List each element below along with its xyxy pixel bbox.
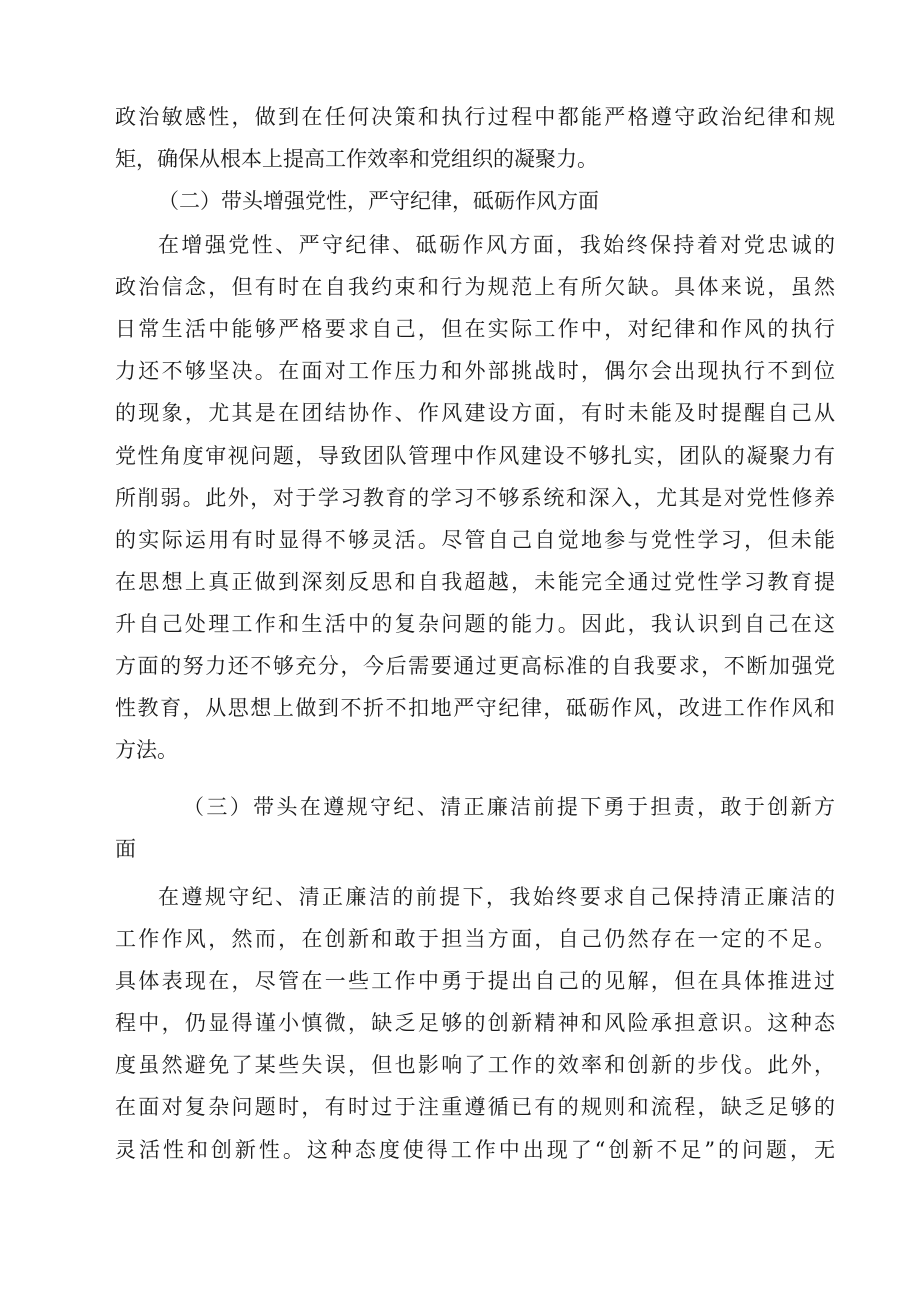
text-line: 矩，确保从根本上提高工作效率和党组织的凝聚力。 [115, 147, 598, 171]
section-heading-3-continued: 面 [115, 837, 136, 861]
text-line: 政治信念，但有时在自我约束和行为规范上有所欠缺。具体来说，虽然 [115, 275, 835, 299]
text-line: 具体表现在，尽管在一些工作中勇于提出自己的见解，但在具体推进过 [115, 969, 835, 993]
text-line: 升自己处理工作和生活中的复杂问题的能力。因此，我认识到自己在这 [115, 612, 835, 636]
text-line: 程中，仍显得谨小慎微，缺乏足够的创新精神和风险承担意识。这种态 [115, 1011, 835, 1035]
text-line: 在遵规守纪、清正廉洁的前提下，我始终要求自己保持清正廉洁的 [158, 885, 835, 909]
text-line: 在面对复杂问题时，有时过于注重遵循已有的规则和流程，缺乏足够的 [115, 1095, 835, 1119]
section-heading-2: （二）带头增强党性，严守纪律，砥砺作风方面 [158, 189, 599, 213]
text-line: 度虽然避免了某些失误，但也影响了工作的效率和创新的步伐。此外， [115, 1053, 835, 1077]
text-line: 的实际运用有时显得不够灵活。尽管自己自觉地参与党性学习，但未能 [115, 528, 835, 552]
text-line: 在思想上真正做到深刻反思和自我超越，未能完全通过党性学习教育提 [115, 570, 835, 594]
text-line: 性教育，从思想上做到不折不扣地严守纪律，砥砺作风，改进工作作风和 [115, 696, 835, 720]
text-line: 方面的努力还不够充分，今后需要通过更高标准的自我要求，不断加强党 [115, 654, 835, 678]
section-heading-3: （三）带头在遵规守纪、清正廉洁前提下勇于担责，敢于创新方 [183, 795, 835, 819]
text-line: 灵活性和创新性。这种态度使得工作中出现了“创新不足”的问题，无 [115, 1138, 835, 1162]
text-line: 方法。 [115, 738, 178, 762]
text-line: 党性角度审视问题，导致团队管理中作风建设不够扎实，团队的凝聚力有 [115, 444, 835, 468]
text-line: 所削弱。此外，对于学习教育的学习不够系统和深入，尤其是对党性修养 [115, 486, 835, 510]
text-line: 工作作风，然而，在创新和敢于担当方面，自己仍然存在一定的不足。 [115, 927, 835, 951]
text-line: 政治敏感性，做到在任何决策和执行过程中都能严格遵守政治纪律和规 [115, 105, 835, 129]
text-line: 的现象，尤其是在团结协作、作风建设方面，有时未能及时提醒自己从 [115, 401, 835, 425]
text-line: 日常生活中能够严格要求自己，但在实际工作中，对纪律和作风的执行 [115, 317, 835, 341]
text-line: 力还不够坚决。在面对工作压力和外部挑战时，偶尔会出现执行不到位 [115, 359, 835, 383]
text-line: 在增强党性、严守纪律、砥砺作风方面，我始终保持着对党忠诚的 [158, 233, 835, 257]
